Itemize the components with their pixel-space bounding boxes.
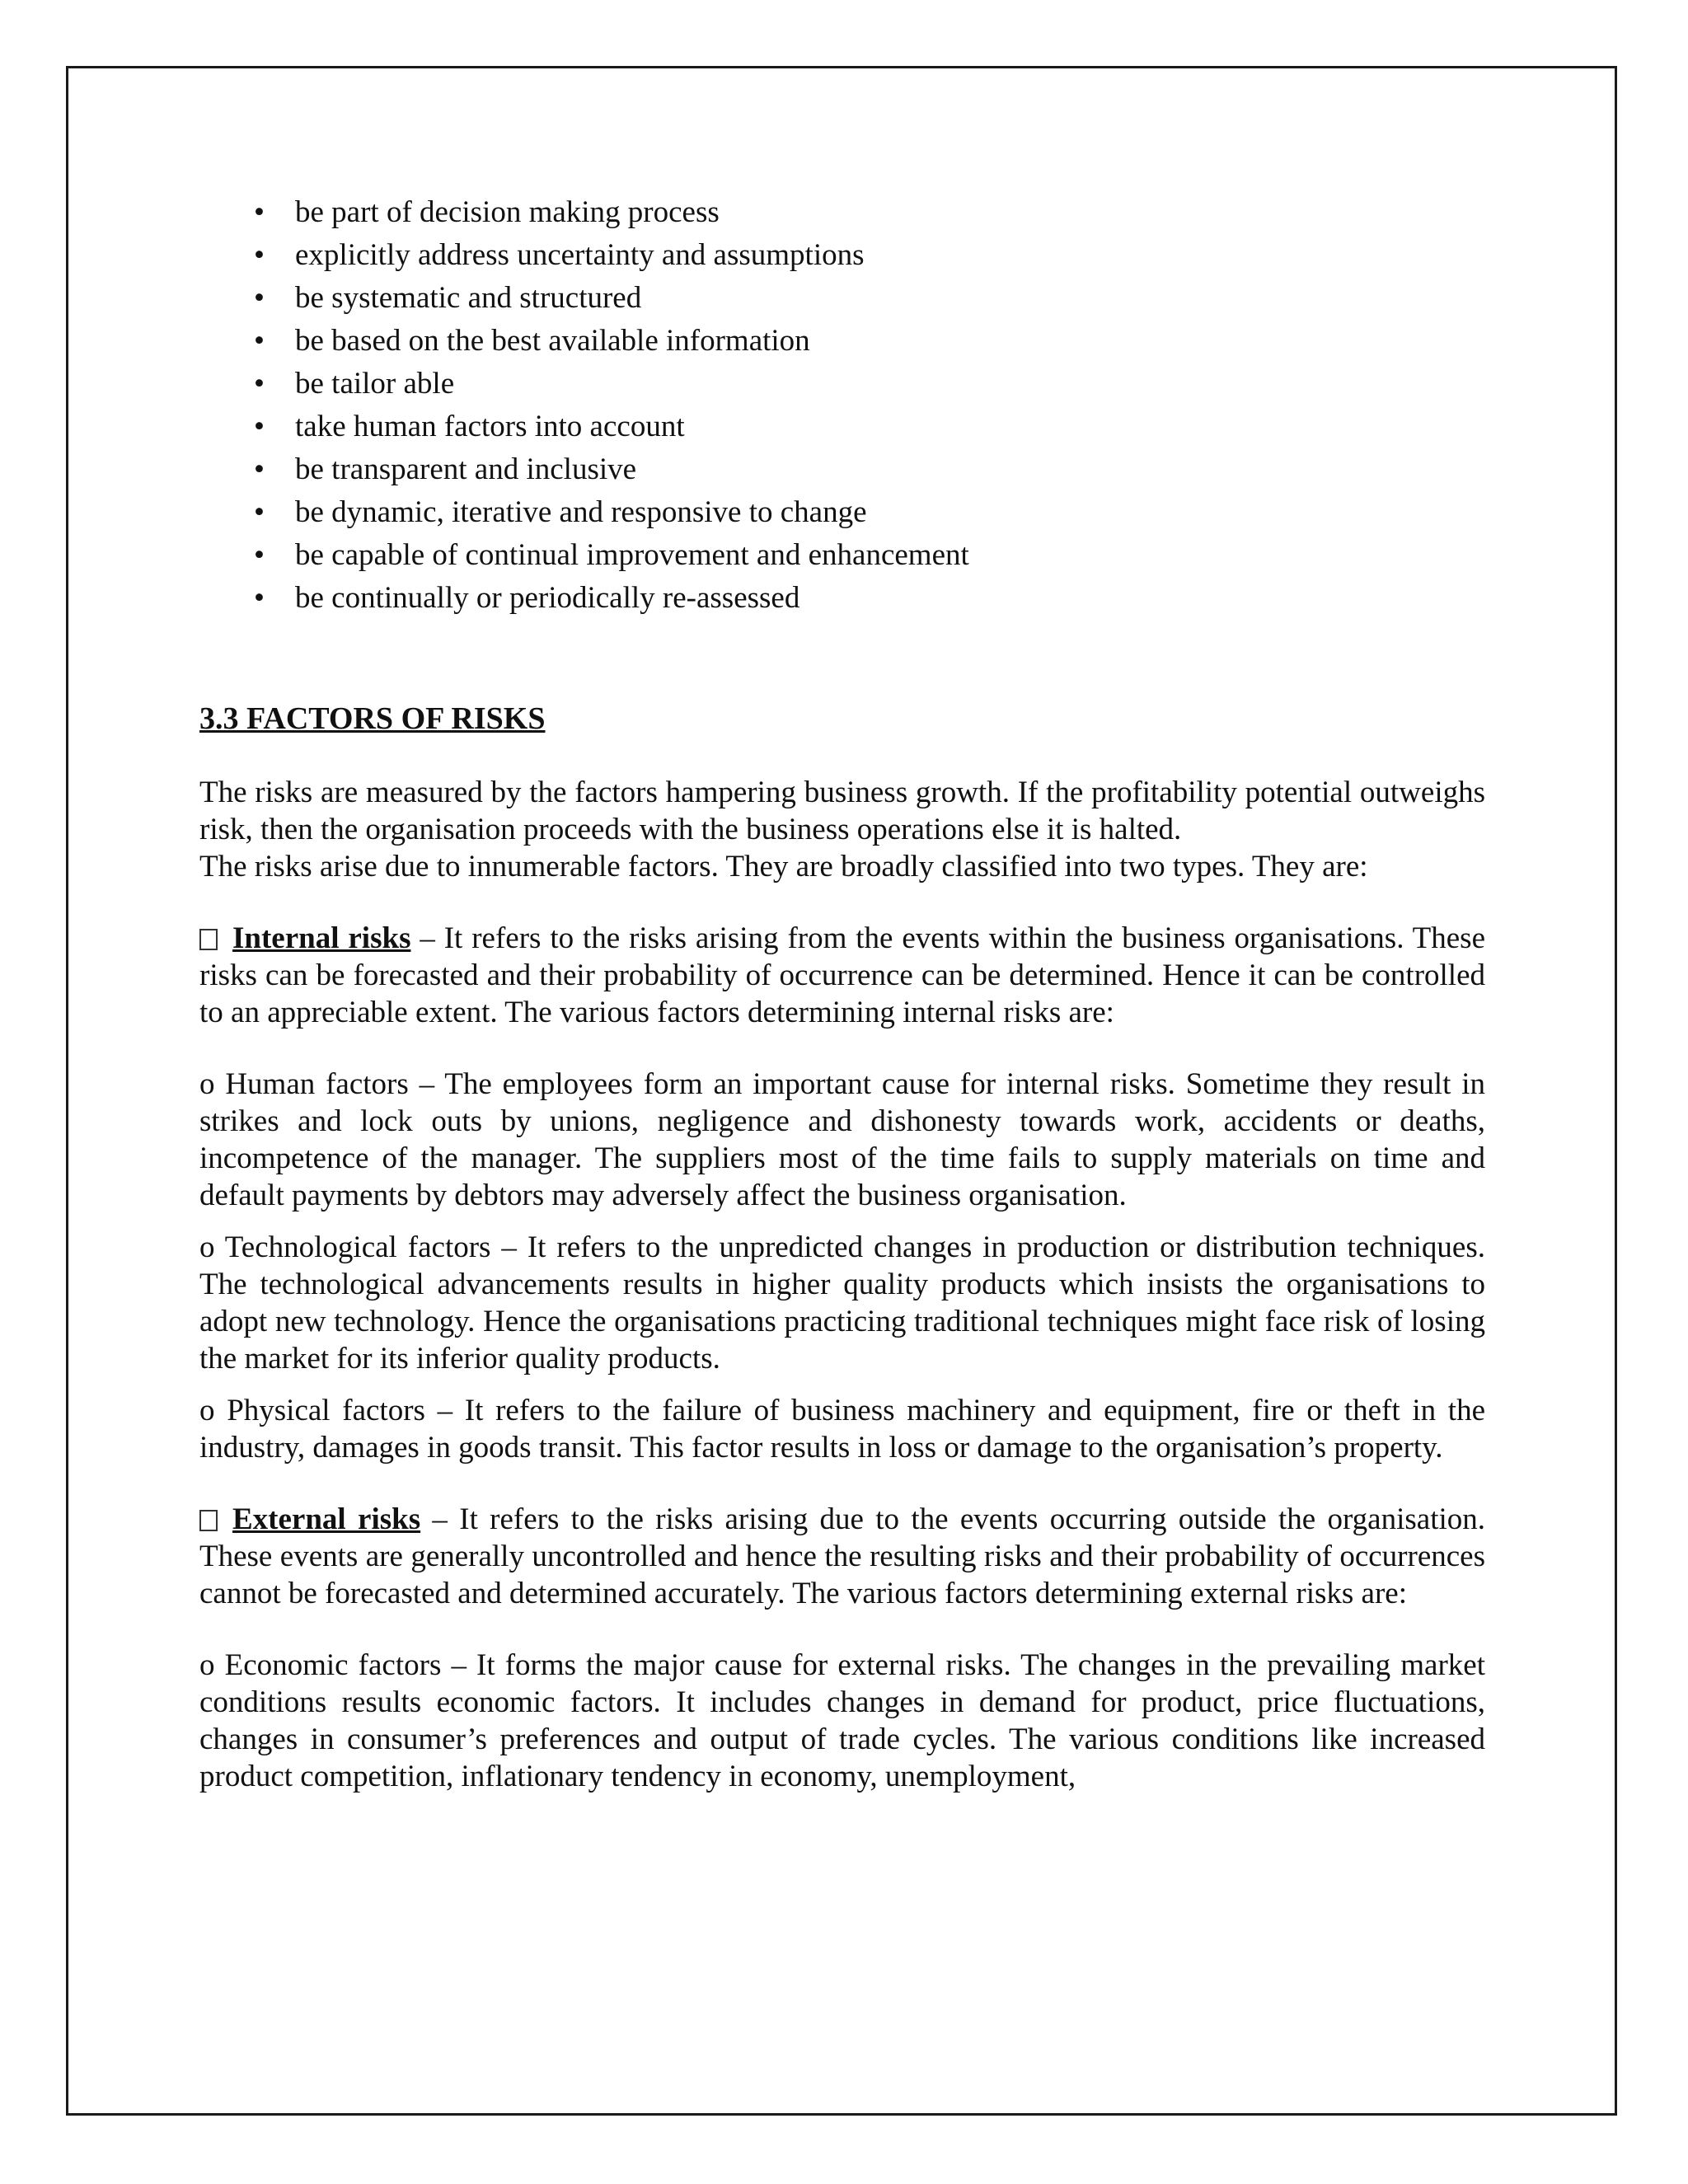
external-risks-description: – It refers to the risks arising due to the events occurring outside the organisation. These events are generally uncontrolled and hence the resulting risks and their probability of occurrences cannot be forecasted and determined accurately. The various factors determining external risks are: [199, 1502, 1486, 1610]
physical-factors-paragraph: o Physical factors – It refers to the failure of business machinery and equipment, fire or theft in the industry, damages in goods transit. This factor results in loss or damage to the organisation’s property. [199, 1394, 1485, 1465]
list-item: • be based on the best available information [254, 320, 1485, 363]
list-item: • be tailor able [254, 363, 1485, 405]
internal-risks-description: – It refers to the risks arising from the events within the business organisations. These risks can be forecasted and their probability of occurrence can be determined. Hence it can be controlled to an appreciable extent. The various factors determining internal risks are: [199, 921, 1486, 1029]
intro-paragraph-types: The risks arise due to innumerable factors. They are broadly classified into two types. They are: [199, 850, 1368, 883]
checkbox-glyph-icon [199, 1510, 218, 1531]
external-risks-paragraph [199, 1501, 1485, 1612]
intro-paragraph: The risks are measured by the factors hampering business growth. If the profitability potential outweighs risk, then the organisation proceeds with the business operations else it is halted. [199, 776, 1485, 846]
list-item: • be continually or periodically re-assessed [254, 577, 1485, 620]
technological-factors-paragraph: o Technological factors – It refers to the unpredicted changes in production or distribution techniques. The technological advancements results in higher quality products which insists the organisations to adopt new technology. Hence the organisations practicing traditional techniques might face risk of losing the market for its inferior quality products. [199, 1230, 1485, 1376]
human-factors-paragraph: o Human factors – The employees form an important cause for internal risks. Sometime they result in strikes and lock outs by unions, negligence and dishonesty towards work, accidents or deaths, incompetence of the manager. The suppliers most of the time fails to supply materials on time and default payments by debtors may adversely affect the business organisation. [199, 1067, 1485, 1212]
list-item: • take human factors into account [254, 405, 1485, 448]
list-item: • be dynamic, iterative and responsive to change [254, 491, 1485, 534]
list-item: • explicitly address uncertainty and assumptions [254, 234, 1485, 277]
external-risks-term: External risks [232, 1502, 421, 1536]
principles-list [254, 191, 1485, 620]
economic-factors-paragraph: o Economic factors – It forms the major cause for external risks. The changes in the prevailing market conditions results economic factors. It includes changes in demand for product, price fluctuations, changes in consumer’s preferences and output of trade cycles. The various conditions like increased product competition, inflationary tendency in economy, unemployment, [199, 1648, 1485, 1793]
internal-risks-paragraph [199, 920, 1485, 1031]
list-item: • be transparent and inclusive [254, 448, 1485, 491]
list-item: • be part of decision making process [254, 191, 1485, 234]
list-item: • be systematic and structured [254, 277, 1485, 320]
checkbox-glyph-icon [199, 929, 218, 950]
list-item: • be capable of continual improvement and enhancement [254, 534, 1485, 577]
internal-risks-term: Internal risks [232, 921, 411, 955]
section-heading: 3.3 FACTORS OF RISKS [199, 701, 546, 736]
document-body [199, 191, 1485, 1795]
